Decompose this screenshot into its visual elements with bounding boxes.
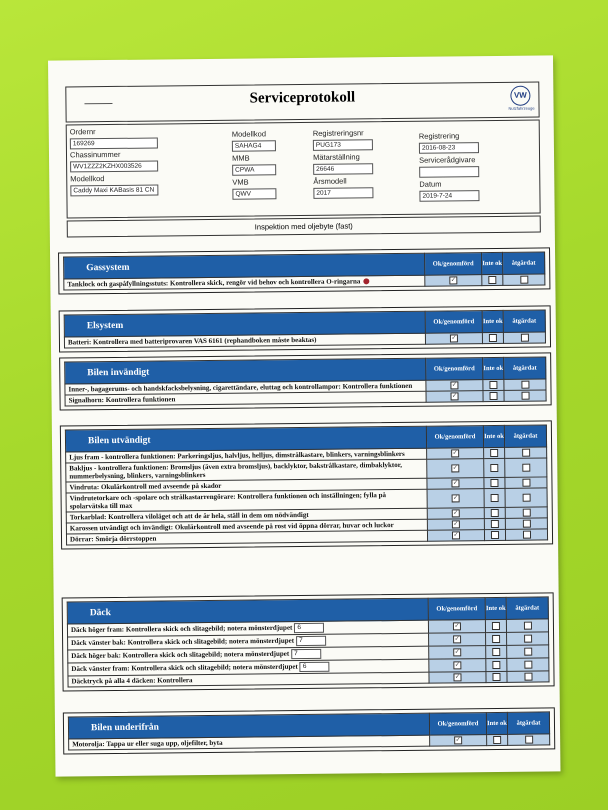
col-ok: Ok/genomförd (426, 426, 483, 449)
inte-ok-checkbox[interactable] (488, 276, 496, 284)
ok-checkbox[interactable]: ✓ (454, 622, 460, 630)
servicerad-field (419, 166, 479, 178)
ok-checkbox[interactable]: ✓ (451, 392, 458, 400)
row-text: Däcktryck på alla 4 däcken: Kontrollera (68, 672, 429, 687)
atgardat-checkbox[interactable] (524, 648, 532, 656)
atgardat-checkbox[interactable] (520, 276, 528, 284)
row-text: Karossen utvändigt och invändigt: Okulärkontroll med avseende på rost vid öppna dörrar, huvar och luckor (66, 519, 427, 534)
ok-checkbox[interactable]: ✓ (453, 494, 459, 502)
registrering-field: 2016-08-23 (419, 142, 479, 154)
row-text: Däck vänster fram: Kontrollera skick och slitagebild; notera mönsterdjupet (71, 662, 298, 674)
inte-ok-checkbox[interactable] (493, 736, 501, 744)
section-title: Bilen invändigt (65, 358, 426, 384)
row-text: Tanklock och gaspåfyllningsstuts: Kontrollera skick, rengör vid behov och kontrollera O-ringarna (67, 277, 361, 289)
inte-ok-checkbox[interactable] (491, 509, 499, 517)
col-ok: Ok/genomförd (425, 311, 482, 334)
mmb-field: CPWA (232, 164, 276, 175)
col-inte-ok: Inte ok (482, 310, 503, 332)
section-bilen-invandigt (59, 352, 552, 410)
ok-checkbox[interactable]: ✓ (452, 449, 458, 457)
regnr-field: PUG173 (313, 139, 373, 151)
atgardat-checkbox[interactable] (522, 520, 530, 528)
inte-ok-checkbox[interactable] (490, 479, 498, 487)
section-gassystem (58, 247, 550, 294)
row-text: Ljus fram - kontrollera funktionen: Parkeringsljus, halvljus, helljus, dimstrålkastare, blinkers, varningsblinkers (66, 448, 427, 463)
vmb-label: VMB (232, 177, 249, 187)
section-title: Däck (67, 598, 428, 624)
tread-depth-field[interactable]: 7 (291, 649, 321, 659)
inte-ok-checkbox[interactable] (490, 449, 498, 457)
ok-checkbox[interactable]: ✓ (452, 479, 459, 487)
tread-depth-field[interactable]: 6 (294, 623, 324, 633)
inte-ok-checkbox[interactable] (492, 622, 500, 630)
section-elsystem (59, 305, 551, 352)
row-text: Däck höger bak: Kontrollera skick och slitagebild; notera mönsterdjupet (71, 649, 290, 661)
modellkod2-label: Modellkod (231, 129, 267, 139)
datum-label: Datum (419, 179, 442, 189)
row-text: Torkarblad: Kontrollera viloläget och att de är hela, ställ in dem om nödvändigt (66, 508, 427, 523)
atgardat-checkbox[interactable] (524, 673, 532, 681)
atgardat-checkbox[interactable] (522, 509, 530, 517)
registrering-label: Registrering (418, 131, 460, 141)
ok-checkbox[interactable]: ✓ (453, 520, 459, 528)
section-dack (62, 592, 555, 691)
col-atgardat: åtgärdat (504, 425, 546, 447)
col-inte-ok: Inte ok (483, 425, 504, 447)
ok-checkbox[interactable]: ✓ (450, 276, 456, 284)
regnr-label: Registreringsnr (312, 128, 364, 138)
col-ok: Ok/genomförd (429, 713, 486, 736)
col-inte-ok: Inte ok (486, 712, 507, 734)
tread-depth-field[interactable]: 6 (300, 662, 330, 672)
inte-ok-checkbox[interactable] (492, 661, 500, 669)
matarstallning-field: 26646 (313, 163, 373, 175)
vw-logo-icon: VW (510, 86, 530, 106)
row-text: Signalhorn: Kontrollera funktionen (65, 391, 426, 406)
col-inte-ok: Inte ok (483, 357, 504, 379)
atgardat-checkbox[interactable] (525, 736, 533, 744)
row-text: Bakljus - kontrollera funktionen: Bromsljus (även extra bromsljus), backlyktor, bakstrålkastare, dimbaklyktor, nummerbelysning, blinkers, varningsblinkers (66, 459, 427, 482)
col-inte-ok: Inte ok (485, 597, 506, 619)
atgardat-checkbox[interactable] (520, 334, 528, 342)
row-text: Batteri: Kontrollera med batteriprovaren VAS 6161 (rephandboken måste beaktas) (64, 333, 425, 348)
vehicle-info-box (66, 119, 541, 218)
ok-checkbox[interactable]: ✓ (454, 648, 460, 656)
datum-field: 2019-7-24 (419, 190, 479, 202)
col-atgardat: åtgärdat (507, 712, 549, 734)
col-ok: Ok/genomförd (428, 598, 485, 621)
inspection-type: Inspektion med oljebyte (fast) (67, 215, 541, 237)
ordernr-field: 169269 (70, 137, 158, 149)
inte-ok-checkbox[interactable] (491, 531, 499, 539)
atgardat-checkbox[interactable] (522, 449, 530, 457)
modellkod2-field: SAHAG4 (232, 140, 276, 151)
row-text: Däck vänster bak: Kontrollera skick och slitagebild; notera mönsterdjupet (71, 636, 295, 648)
row-text: Vindrutetorkare och -spolare och strålkastarrengörare: Kontrollera funktionen och inställningen; fylla på spolarvätska till max (66, 489, 427, 512)
arsmodell-field: 2017 (313, 187, 373, 199)
col-atgardat: åtgärdat (503, 252, 545, 274)
section-title: Bilen underifrån (68, 713, 429, 739)
atgardat-checkbox[interactable] (522, 464, 530, 472)
col-atgardat: åtgärdat (504, 357, 546, 379)
atgardat-checkbox[interactable] (521, 392, 529, 400)
atgardat-checkbox[interactable] (522, 531, 530, 539)
header-box (65, 82, 539, 123)
ok-checkbox[interactable]: ✓ (454, 635, 460, 643)
red-dot-mark (363, 279, 369, 285)
ok-checkbox[interactable]: ✓ (452, 464, 458, 472)
page-title: Serviceprotokoll (249, 89, 356, 107)
atgardat-checkbox[interactable] (524, 635, 532, 643)
atgardat-checkbox[interactable] (522, 479, 530, 487)
row-text: Motorolja: Tappa ur eller suga upp, oljefilter, byta (69, 735, 430, 750)
col-inte-ok: Inte ok (482, 252, 503, 274)
logo-caption: Nutzfahrzeuge (508, 105, 535, 111)
inte-ok-checkbox[interactable] (490, 464, 498, 472)
inte-ok-checkbox[interactable] (492, 635, 500, 643)
ordernr-label: Ordernr (69, 127, 96, 137)
row-text: Inner-, bagagerums- och handskfacksbelysning, cigarettändare, eluttag och kontrollampor: Kontrollera funktionen (65, 380, 426, 395)
inte-ok-checkbox[interactable] (489, 381, 497, 389)
chassinummer-label: Chassinummer (69, 149, 121, 160)
row-text: Dörrar: Smörja dörrstoppen (66, 530, 427, 545)
col-ok: Ok/genomförd (425, 253, 482, 276)
tread-depth-field[interactable]: 7 (296, 636, 326, 646)
vmb-field: QWV (232, 188, 276, 199)
row-text: Vindruta: Okulärkontroll med avseende på skador (66, 478, 427, 493)
section-title: Elsystem (64, 311, 425, 337)
servicerad-label: Servicerådgivare (419, 155, 476, 165)
ok-checkbox[interactable]: ✓ (454, 661, 460, 669)
modellkod-label: Modellkod (70, 174, 105, 184)
atgardat-checkbox[interactable] (522, 494, 530, 502)
chassinummer-field: WV1ZZZ2KZHX003526 (70, 160, 158, 172)
col-atgardat: åtgärdat (506, 597, 548, 619)
ok-checkbox[interactable]: ✓ (451, 334, 457, 342)
ok-checkbox[interactable]: ✓ (451, 381, 457, 389)
ok-checkbox[interactable]: ✓ (455, 736, 461, 744)
section-bilen-utvandigt (60, 420, 553, 549)
service-protocol-sheet (48, 55, 560, 776)
inte-ok-checkbox[interactable] (491, 520, 499, 528)
ok-checkbox[interactable]: ✓ (454, 673, 461, 681)
mmb-label: MMB (231, 153, 250, 163)
modellkod-field: Caddy Maxi KABasis 81 CN (70, 184, 158, 196)
arsmodell-label: Årsmodell (313, 176, 347, 186)
atgardat-checkbox[interactable] (524, 661, 532, 669)
inte-ok-checkbox[interactable] (490, 392, 498, 400)
col-atgardat: åtgärdat (503, 310, 545, 332)
ok-checkbox[interactable]: ✓ (453, 531, 459, 539)
section-bilen-underifran (63, 707, 555, 754)
row-text: Däck höger fram: Kontrollera skick och slitagebild; notera mönsterdjupet (70, 623, 293, 635)
matarstallning-label: Mätarställning (312, 152, 360, 162)
col-ok: Ok/genomförd (426, 358, 483, 381)
atgardat-checkbox[interactable] (523, 622, 531, 630)
section-title: Gassystem (64, 253, 425, 279)
inte-ok-checkbox[interactable] (492, 673, 500, 681)
atgardat-checkbox[interactable] (521, 381, 529, 389)
inte-ok-checkbox[interactable] (491, 494, 499, 502)
inte-ok-checkbox[interactable] (492, 648, 500, 656)
inte-ok-checkbox[interactable] (489, 334, 497, 342)
ok-checkbox[interactable]: ✓ (453, 509, 459, 517)
section-title: Bilen utvändigt (65, 426, 426, 452)
